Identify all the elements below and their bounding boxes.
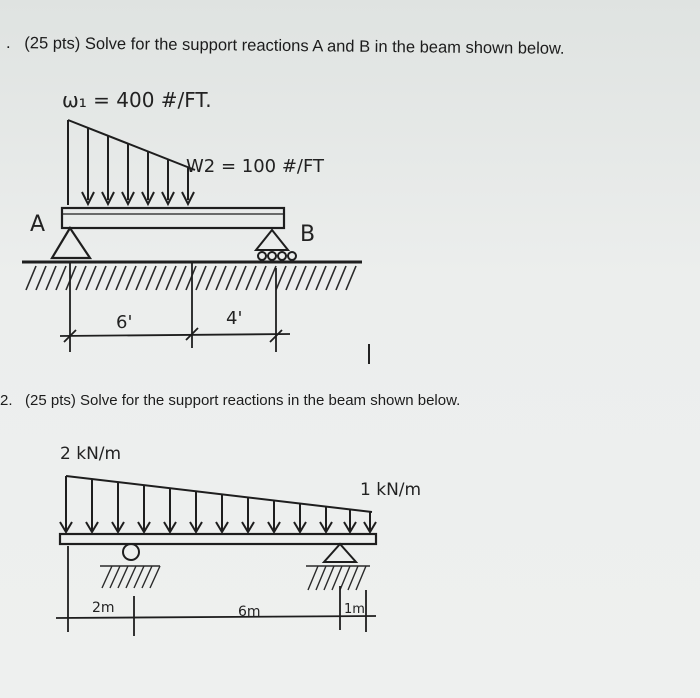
load-arrow (268, 501, 280, 532)
ground-hatching (100, 566, 370, 590)
load-arrow (364, 512, 376, 532)
problem1-bullet: . (5, 34, 11, 53)
problem2-text: (25 pts) Solve for the support reactions in the beam shown below. (25, 392, 461, 409)
load-arrow (320, 507, 332, 532)
load-arrow (164, 489, 176, 532)
dim-4ft: 4' (226, 308, 243, 329)
load-arrow (86, 480, 98, 532)
load-arrow (138, 486, 150, 532)
w1-label: ω₁ = 400 #/FT. (62, 88, 212, 112)
dim-2m: 2m (92, 600, 115, 616)
support-b-label: B (300, 222, 316, 247)
load-arrow (294, 504, 306, 532)
load-arrow (112, 483, 124, 532)
load-top-line (66, 476, 372, 512)
problem2-dimensions (56, 546, 376, 636)
left-load-label: 2 kN/m (60, 444, 122, 464)
load-arrow (60, 478, 72, 532)
load-arrow (216, 495, 228, 532)
dim-6m: 6m (238, 604, 261, 620)
beam (60, 534, 376, 544)
roller-support (123, 544, 139, 560)
load-arrow (242, 498, 254, 532)
dim-6ft: 6' (116, 312, 133, 333)
support-a-label: A (30, 212, 46, 237)
problem2-number: 2. (0, 392, 13, 409)
load-arrow (344, 509, 356, 532)
problem1-text: (25 pts) Solve for the support reactions A and B in the beam shown below. (24, 34, 565, 58)
w2-label: W2 = 100 #/FT (186, 156, 325, 177)
dim-1m: 1m (344, 602, 365, 617)
load-arrow (190, 492, 202, 532)
pin-support (324, 544, 356, 562)
right-load-label: 1 kN/m (360, 480, 422, 500)
